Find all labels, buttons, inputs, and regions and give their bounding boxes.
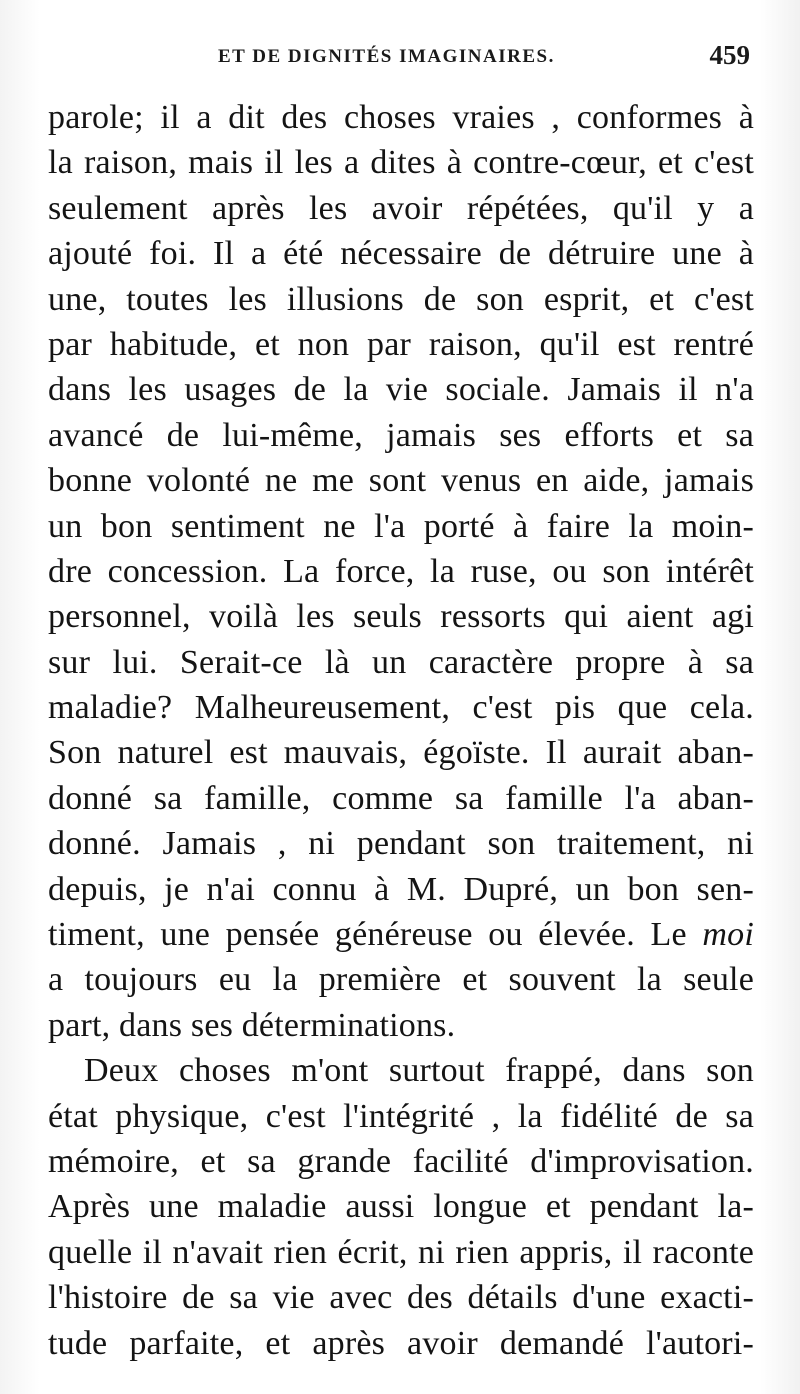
text-line: état physique, c'est l'intégrité , la fidélité de sa (48, 1097, 754, 1135)
running-title: ET DE DIGNITÉS IMAGINAIRES. (218, 46, 555, 67)
text-line: sur lui. Serait-ce là un caractère propre à sa (48, 643, 754, 681)
text-line: depuis, je n'ai connu à M. Dupré, un bon sen- (48, 870, 754, 908)
text-line: dans les usages de la vie sociale. Jamais il n'a (48, 371, 754, 409)
text-line: a toujours eu la première et souvent la seule (48, 961, 754, 999)
text-line: Après une maladie aussi longue et pendant la- (48, 1188, 754, 1226)
text-line: dre concession. La force, la ruse, ou son intérêt (48, 552, 754, 590)
text-line-with-italic (48, 912, 754, 957)
text-line: maladie? Malheureusement, c'est pis que cela. (48, 689, 754, 727)
text-line: bonne volonté ne me sont venus en aide, jamais (48, 462, 754, 500)
text-line: donné sa famille, comme sa famille l'a aban- (48, 779, 754, 817)
text-line: parole; il a dit des choses vraies , conformes à (48, 99, 754, 136)
paragraph-end-line: part, dans ses déterminations. (48, 1006, 456, 1044)
text-line: quelle il n'avait rien écrit, ni rien appris, il raconte (48, 1233, 754, 1271)
text-segment: timent, une pensée généreuse ou élevée. Le (48, 916, 703, 954)
text-line: l'histoire de sa vie avec des détails d'une exacti- (48, 1279, 754, 1317)
text-line: donné. Jamais , ni pendant son traitement, ni (48, 825, 754, 863)
paragraph-start-line: Deux choses m'ont surtout frappé, dans son (84, 1052, 754, 1090)
text-line: un bon sentiment ne l'a porté à faire la moin- (48, 507, 754, 545)
page-header (48, 40, 754, 80)
text-line: personnel, voilà les seuls ressorts qui aient agi (48, 598, 754, 636)
page-number: 459 (709, 40, 750, 70)
body-text (48, 95, 754, 1366)
text-line: tude parfaite, et après avoir demandé l'autori- (48, 1324, 754, 1362)
text-line: la raison, mais il les a dites à contre-cœur, et c'est (48, 144, 754, 182)
text-line: Son naturel est mauvais, égoïste. Il aurait aban- (48, 734, 754, 772)
text-line: par habitude, et non par raison, qu'il est rentré (48, 325, 754, 363)
text-line: seulement après les avoir répétées, qu'il y a (48, 189, 754, 227)
italic-word: moi (702, 916, 754, 954)
text-line: avancé de lui-même, jamais ses efforts et sa (48, 416, 754, 454)
text-line: une, toutes les illusions de son esprit, et c'est (48, 280, 754, 318)
text-line: mémoire, et sa grande facilité d'improvisation. (48, 1142, 754, 1180)
text-line: ajouté foi. Il a été nécessaire de détruire une à (48, 235, 754, 273)
